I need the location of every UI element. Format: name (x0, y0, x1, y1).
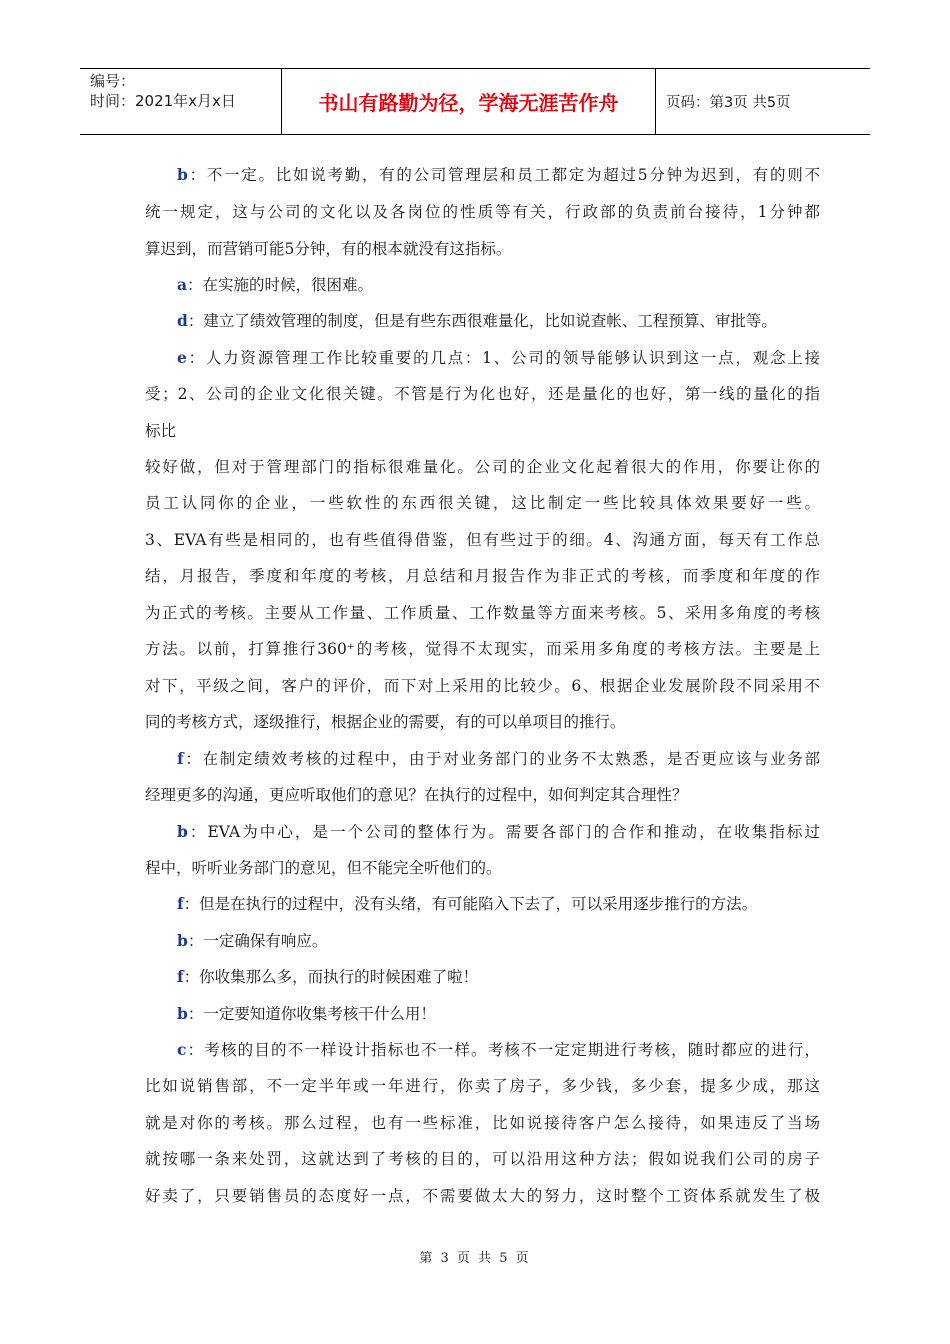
line-text: 算迟到，而营销可能5分钟，有的根本就没有这指标。 (145, 240, 512, 258)
line-text: 受；2、公司的企业文化很关键。不管是行为化也好，还是量化的也好，第一线的量化的指 (145, 385, 820, 403)
text-line (145, 601, 820, 623)
header-page-label: 页码：第3页 共5页 (666, 95, 791, 111)
line-text: 同的考核方式，逐级推行，根据企业的需要，有的可以单项目的推行。 (145, 713, 626, 731)
speaker-label: b (177, 822, 188, 841)
line-text: ：你收集那么多，而执行的时候困难了啦！ (183, 968, 479, 986)
speaker-label: d (177, 311, 188, 330)
header-motto: 书山有路勤为径，学海无涯苦作舟 (282, 69, 656, 134)
line-text: ：在实施的时候，很困难。 (187, 276, 374, 294)
speaker-label: e (177, 348, 187, 367)
text-line (145, 273, 373, 295)
text-line (145, 491, 820, 513)
line-text: 比如说销售部，不一定半年或一年进行，你卖了房子，多少钱，多少套，提多少成，那这 (145, 1077, 820, 1095)
line-text: 方法。以前，打算推行360⁺的考核，觉得不太现实，而采用多角度的考核方法。主要是上 (145, 640, 820, 658)
text-line (145, 1002, 436, 1024)
speaker-label: b (177, 1004, 188, 1023)
text-line (145, 820, 820, 842)
line-text: ：考核的目的不一样设计指标也不一样。考核不一定定期进行考核，随时都应的进行， (186, 1041, 820, 1059)
text-line (145, 1184, 820, 1206)
text-line (145, 419, 176, 441)
line-text: 程中，听听业务部门的意见，但不能完全听他们的。 (145, 859, 502, 877)
speaker-label: f (177, 749, 184, 768)
line-text: 3、EVA有些是相同的，也有些值得借鉴，但有些过于的细。4、沟通方面，每天有工作总 (145, 531, 820, 549)
text-line (145, 346, 820, 368)
line-text: 较好做，但对于管理部门的指标很难量化。公司的企业文化起着很大的作用，你要让你的 (145, 458, 820, 476)
line-text: 就按哪一条来处罚，这就达到了考核的目的，可以沿用这种方法；假如说我们公司的房子 (145, 1150, 820, 1168)
line-text: ：人力资源管理工作比较重要的几点：1、公司的领导能够认识到这一点，观念上接 (186, 349, 820, 367)
line-text: 就是对你的考核。那么过程，也有一些标准，比如说接待客户怎么接待，如果违反了当场 (145, 1114, 820, 1132)
text-line (145, 856, 502, 878)
speaker-label: a (177, 275, 188, 294)
speaker-label: c (177, 1040, 187, 1059)
text-line (145, 382, 820, 404)
text-line (145, 783, 688, 805)
text-line (145, 309, 777, 331)
text-line (145, 1147, 820, 1169)
line-text: 为正式的考核。主要从工作量、工作质量、工作数量等方面来考核。5、采用多角度的考核 (145, 604, 820, 622)
speaker-label: b (177, 931, 188, 950)
text-line (145, 528, 820, 550)
line-text: 好卖了，只要销售员的态度好一点，不需要做太大的努力，这时整个工资体系就发生了极 (145, 1187, 820, 1205)
text-line (145, 564, 820, 586)
text-line (145, 674, 820, 696)
text-line (145, 1111, 820, 1133)
line-text: 经理更多的沟通，更应听取他们的意见？在执行的过程中，如何判定其合理性？ (145, 786, 688, 804)
text-line (145, 637, 820, 659)
text-line (145, 965, 478, 987)
text-line (145, 163, 820, 185)
line-text: 对下，平级之间，客户的评价，而下对上采用的比较少。6、根据企业发展阶段不同采用不 (145, 677, 820, 695)
speaker-label: b (177, 165, 188, 184)
line-text: 统一规定，这与公司的文化以及各岗位的性质等有关，行政部的负责前台接待，1分钟都 (145, 203, 820, 221)
speaker-label: f (177, 967, 184, 986)
line-text: 标比 (145, 422, 177, 440)
line-text: 员工认同你的企业，一些软性的东西很关键，这比制定一些比较具体效果要好一些。 (145, 494, 820, 512)
line-text: 结，月报告，季度和年度的考核，月总结和月报告作为非正式的考核，而季度和年度的作 (145, 567, 820, 585)
number-label: 编号： (90, 72, 136, 90)
text-line (145, 892, 757, 914)
line-text: ：EVA为中心，是一个公司的整体行为。需要各部门的合作和推动，在收集指标过 (187, 823, 820, 841)
line-text: ：不一定。比如说考勤，有的公司管理层和员工都定为超过5分钟为迟到，有的则不 (187, 166, 820, 184)
line-text: ：建立了绩效管理的制度，但是有些东西很难量化，比如说查帐、工程预算、审批等。 (187, 312, 777, 330)
text-line (145, 710, 626, 732)
text-line (145, 747, 820, 769)
page-footer: 第 3 页 共 5 页 (419, 1251, 531, 1266)
line-text: ：一定确保有响应。 (187, 932, 328, 950)
line-text: ：但是在执行的过程中，没有头绪，有可能陷入下去了，可以采用逐步推行的方法。 (183, 895, 758, 913)
text-line (145, 1038, 820, 1060)
text-line (145, 237, 511, 259)
line-text: ：一定要知道你收集考核干什么用！ (187, 1005, 436, 1023)
text-line (145, 929, 327, 951)
text-line (145, 200, 820, 222)
speaker-label: f (177, 894, 184, 913)
text-line (145, 1074, 820, 1096)
document-header (80, 68, 870, 135)
line-text: ：在制定绩效考核的过程中，由于对业务部门的业务不太熟悉，是否更应该与业务部 (183, 750, 820, 768)
header-info (80, 69, 282, 134)
text-line (145, 455, 820, 477)
time-label: 时间：2021年x月x日 (90, 92, 236, 110)
